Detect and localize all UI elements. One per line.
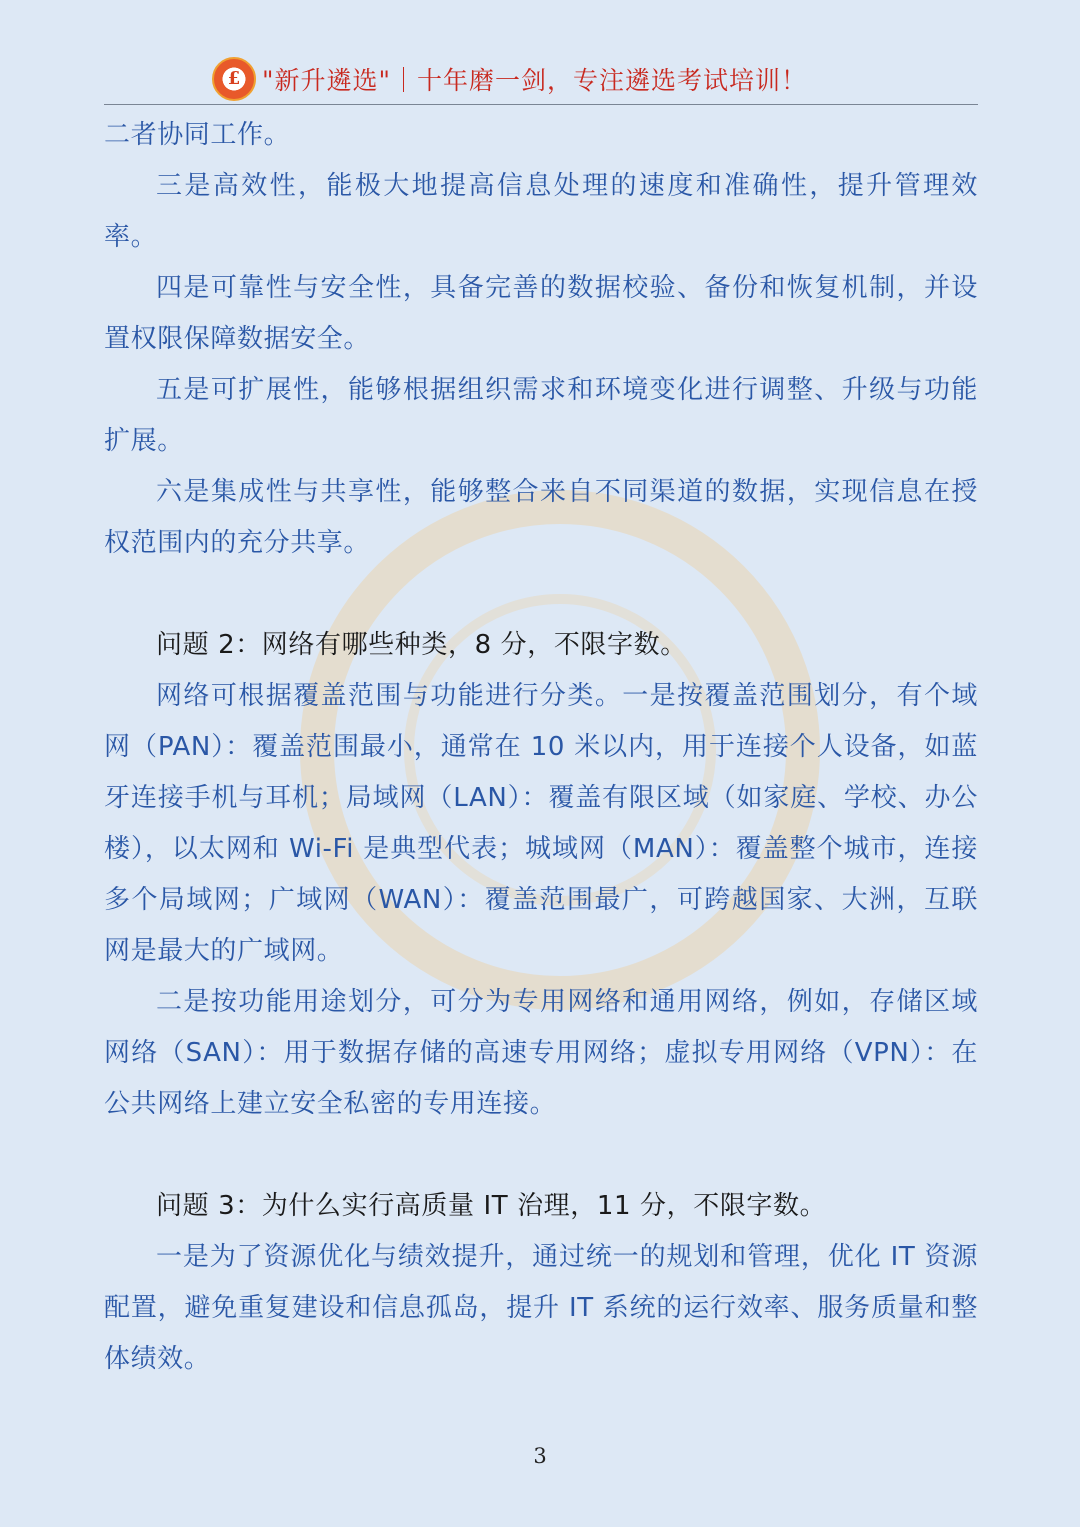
question-3-heading: 问题 3：为什么实行高质量 IT 治理，11 分，不限字数。: [156, 1191, 827, 1221]
question-2-heading: 问题 2：网络有哪些种类，8 分，不限字数。: [156, 630, 687, 660]
paragraph-integration: 六是集成性与共享性，能够整合来自不同渠道的数据，实现信息在授权范围内的充分共享。: [104, 477, 978, 558]
page-number: 3: [533, 1444, 547, 1468]
logo-glyph: £: [227, 68, 241, 89]
page-header: [104, 54, 978, 105]
answer-2-function: 二是按功能用途划分，可分为专用网络和通用网络，例如，存储区域网络（SAN）：用于数据存储的高速专用网络；虚拟专用网络（VPN）：在公共网络上建立安全私密的专用连接。: [104, 987, 978, 1119]
answer-2-coverage: 网络可根据覆盖范围与功能进行分类。一是按覆盖范围划分，有个域网（PAN）：覆盖范围最小，通常在 10 米以内，用于连接个人设备，如蓝牙连接手机与耳机；局域网（LAN）：覆盖有限区域（如家庭、学校、办公楼），以太网和 Wi-Fi 是典型代表；城域网（MAN）：覆盖整个城市，连接多个局域网；广域网（WAN）：覆盖范围最广，可跨越国家、大洲，互联网是最大的广域网。: [104, 681, 978, 966]
document-body: [104, 110, 978, 1385]
paragraph-continuation: 二者协同工作。: [104, 120, 291, 150]
paragraph-efficiency: 三是高效性，能极大地提高信息处理的速度和准确性，提升管理效率。: [104, 171, 978, 252]
answer-3-resources: 一是为了资源优化与绩效提升，通过统一的规划和管理，优化 IT 资源配置，避免重复建设和信息孤岛，提升 IT 系统的运行效率、服务质量和整体绩效。: [104, 1242, 978, 1374]
spacer: [104, 569, 978, 620]
spacer: [104, 1130, 978, 1181]
logo-icon: [212, 57, 256, 101]
paragraph-scalability: 五是可扩展性，能够根据组织需求和环境变化进行调整、升级与功能扩展。: [104, 375, 978, 456]
header-slogan: "新升遴选"｜十年磨一剑，专注遴选考试培训！: [262, 66, 807, 95]
paragraph-reliability: 四是可靠性与安全性，具备完善的数据校验、备份和恢复机制，并设置权限保障数据安全。: [104, 273, 978, 354]
